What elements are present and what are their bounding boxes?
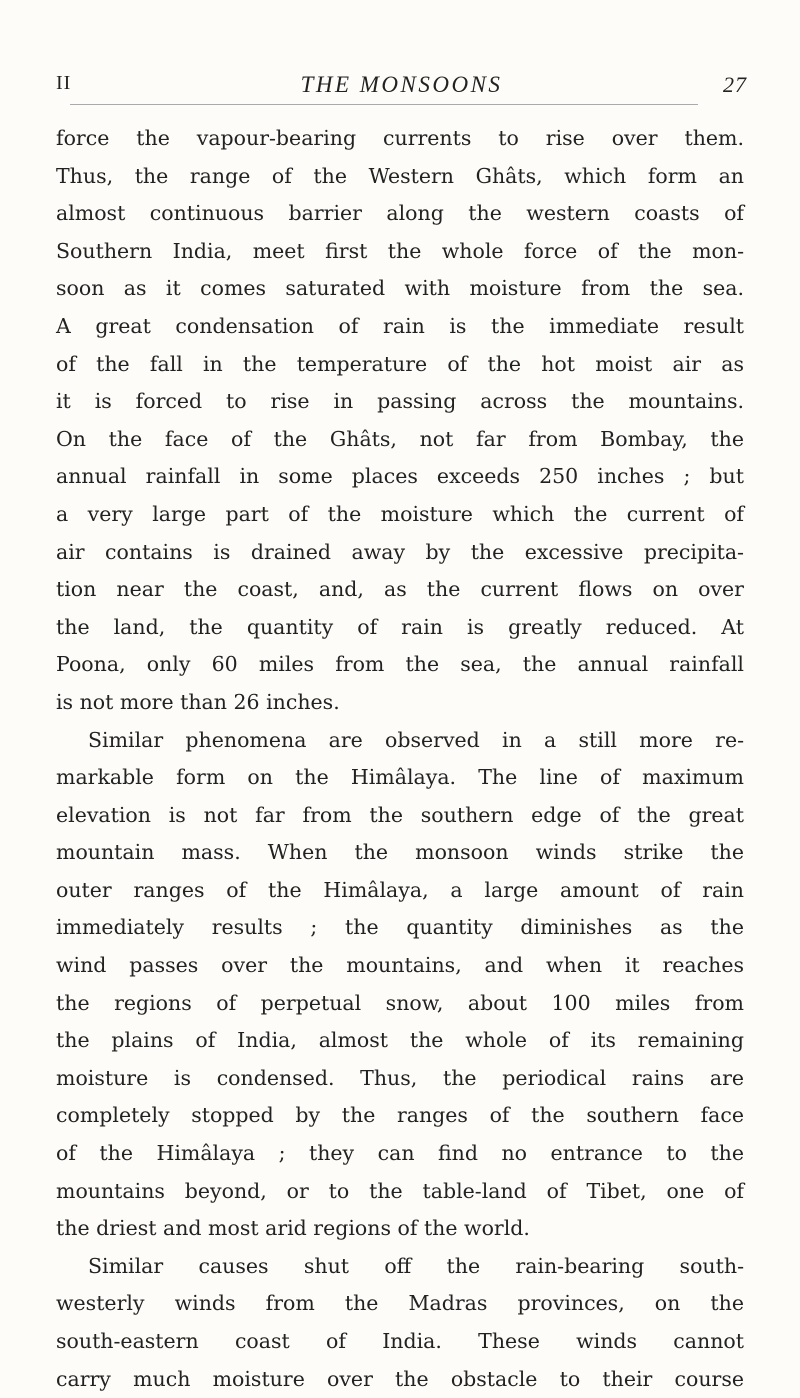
text-line: A great condensation of rain is the immediate result [56, 313, 744, 338]
text-line: Southern India, meet first the whole force of the mon- [56, 238, 744, 263]
text-line: south-eastern coast of India. These winds cannot [56, 1329, 744, 1353]
text-line: air contains is drained away by the excessive precipita- [56, 539, 744, 564]
text-line: mountain mass. When the monsoon winds strike the [56, 840, 744, 865]
text-line: a very large part of the moisture which the current of [56, 501, 744, 526]
text-line: completely stopped by the ranges of the southern face [56, 1103, 744, 1128]
text-line: mountains beyond, or to the table-land of Tibet, one of [56, 1178, 744, 1203]
paragraph-start-line: Similar causes shut off the rain-bearing south- [88, 1253, 744, 1278]
text-line: Thus, the range of the Western Ghâts, which form an [56, 163, 744, 188]
text-line: almost continuous barrier along the western coasts of [56, 201, 744, 226]
paragraph-end-line: the driest and most arid regions of the world. [56, 1216, 530, 1241]
text-line: Poona, only 60 miles from the sea, the annual rainfall [56, 652, 744, 677]
text-line: of the fall in the temperature of the hot moist air as [56, 351, 744, 376]
text-line: wind passes over the mountains, and when it reaches [56, 953, 744, 978]
text-line: carry much moisture over the obstacle to their course [56, 1366, 744, 1391]
text-line: the plains of India, almost the whole of its remaining [56, 1028, 744, 1053]
paragraph-start-line: Similar phenomena are observed in a still more re- [88, 727, 744, 752]
text-line: of the Himâlaya ; they can find no entrance to the [56, 1141, 744, 1166]
text-line: immediately results ; the quantity diminishes as the [56, 915, 744, 940]
text-line: annual rainfall in some places exceeds 250 inches ; but [56, 464, 744, 489]
page-number: 27 [723, 72, 747, 97]
text-line: the regions of perpetual snow, about 100 miles from [56, 990, 744, 1015]
text-line: the land, the quantity of rain is greatly reduced. At [56, 614, 744, 639]
text-line: elevation is not far from the southern edge of the great [56, 802, 744, 827]
running-title: THE MONSOONS [300, 72, 503, 97]
text-line: tion near the coast, and, as the current flows on over [56, 577, 744, 602]
header-rule [70, 104, 698, 105]
running-head [56, 72, 747, 106]
text-line: moisture is condensed. Thus, the periodical rains are [56, 1065, 744, 1090]
text-line: it is forced to rise in passing across the mountains. [56, 389, 744, 414]
text-line: markable form on the Himâlaya. The line of maximum [56, 765, 744, 790]
paragraph-end-line: is not more than 26 inches. [56, 689, 340, 714]
text-line: soon as it comes saturated with moisture from the sea. [56, 276, 744, 301]
text-line: westerly winds from the Madras provinces, on the [56, 1291, 744, 1316]
section-number: II [56, 72, 72, 94]
body-text [56, 120, 744, 1398]
text-line: On the face of the Ghâts, not far from Bombay, the [56, 426, 744, 451]
text-line: force the vapour-bearing currents to rise over them. [56, 126, 744, 150]
text-line: outer ranges of the Himâlaya, a large amount of rain [56, 877, 744, 902]
